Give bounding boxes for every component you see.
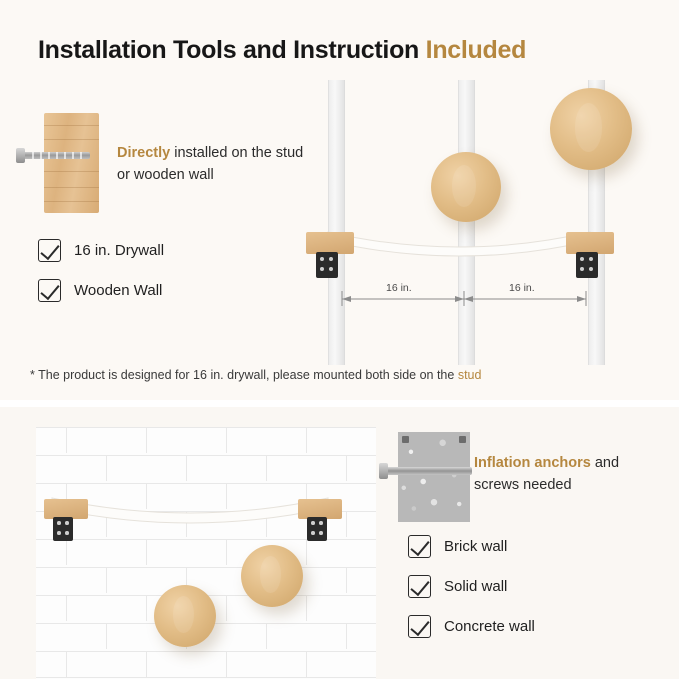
checkmark-icon <box>408 615 431 638</box>
bottom-panel <box>0 407 679 679</box>
bracket-plate <box>53 517 73 541</box>
checkmark-icon <box>38 279 61 302</box>
page-title <box>38 36 526 65</box>
bracket-plate <box>576 252 598 278</box>
wooden-knob <box>154 585 216 647</box>
curved-shelf <box>50 495 330 529</box>
wooden-board <box>44 113 99 213</box>
dimension-label: 16 in. <box>509 282 535 294</box>
checklist-label: Wooden Wall <box>74 282 163 299</box>
screw-head-icon <box>16 148 25 163</box>
wall-stud <box>458 80 475 365</box>
inflation-keyword: Inflation anchors <box>474 455 591 471</box>
checklist-label: Solid wall <box>444 578 508 595</box>
checklist-label: 16 in. Drywall <box>74 242 165 259</box>
directly-rest: installed on the stud or wooden wall <box>117 145 304 183</box>
checkmark-icon <box>408 535 431 558</box>
wooden-knob <box>550 88 632 170</box>
dimension-label: 16 in. <box>386 282 412 294</box>
brick-wall-illustration <box>36 427 376 679</box>
wooden-knob <box>431 152 501 222</box>
inflation-rest: and screws needed <box>474 455 620 493</box>
shelf-bracket <box>44 499 88 519</box>
wall-stud <box>328 80 345 365</box>
checkmark-icon <box>38 239 61 262</box>
shelf-bracket <box>566 232 614 254</box>
directly-install-text <box>117 142 317 186</box>
footnote-text: * The product is designed for 16 in. drywall, please mounted both side on the <box>30 368 458 382</box>
checklist-item-brick-wall <box>408 535 507 558</box>
bracket-plate <box>307 517 327 541</box>
shelf-bracket <box>298 499 342 519</box>
dimension-line <box>340 282 588 306</box>
shelf-bracket <box>306 232 354 254</box>
anchor-screw-head-icon <box>379 463 388 479</box>
checklist-item-wooden-wall <box>38 279 162 302</box>
checkmark-icon <box>408 575 431 598</box>
concrete-swatch <box>398 432 470 522</box>
bracket-plate <box>316 252 338 278</box>
footnote-accent: stud <box>457 368 482 382</box>
wooden-knob <box>241 545 303 607</box>
directly-keyword: Directly <box>117 145 171 161</box>
page-title-main: Installation Tools and Instruction <box>38 36 426 64</box>
checklist-item-drywall <box>38 239 164 262</box>
checklist-item-solid-wall <box>408 575 507 598</box>
stud-wall-scene <box>300 80 679 365</box>
checklist-label: Brick wall <box>444 538 508 555</box>
page-title-accent: Included <box>425 36 527 64</box>
footnote <box>30 368 481 382</box>
inflation-anchor-text <box>474 452 654 496</box>
anchor-screw-icon <box>386 467 472 475</box>
curved-shelf <box>326 228 592 258</box>
panel-divider <box>0 400 679 407</box>
checklist-label: Concrete wall <box>444 618 535 635</box>
wooden-board-illustration <box>22 108 122 218</box>
checklist-item-concrete-wall <box>408 615 535 638</box>
